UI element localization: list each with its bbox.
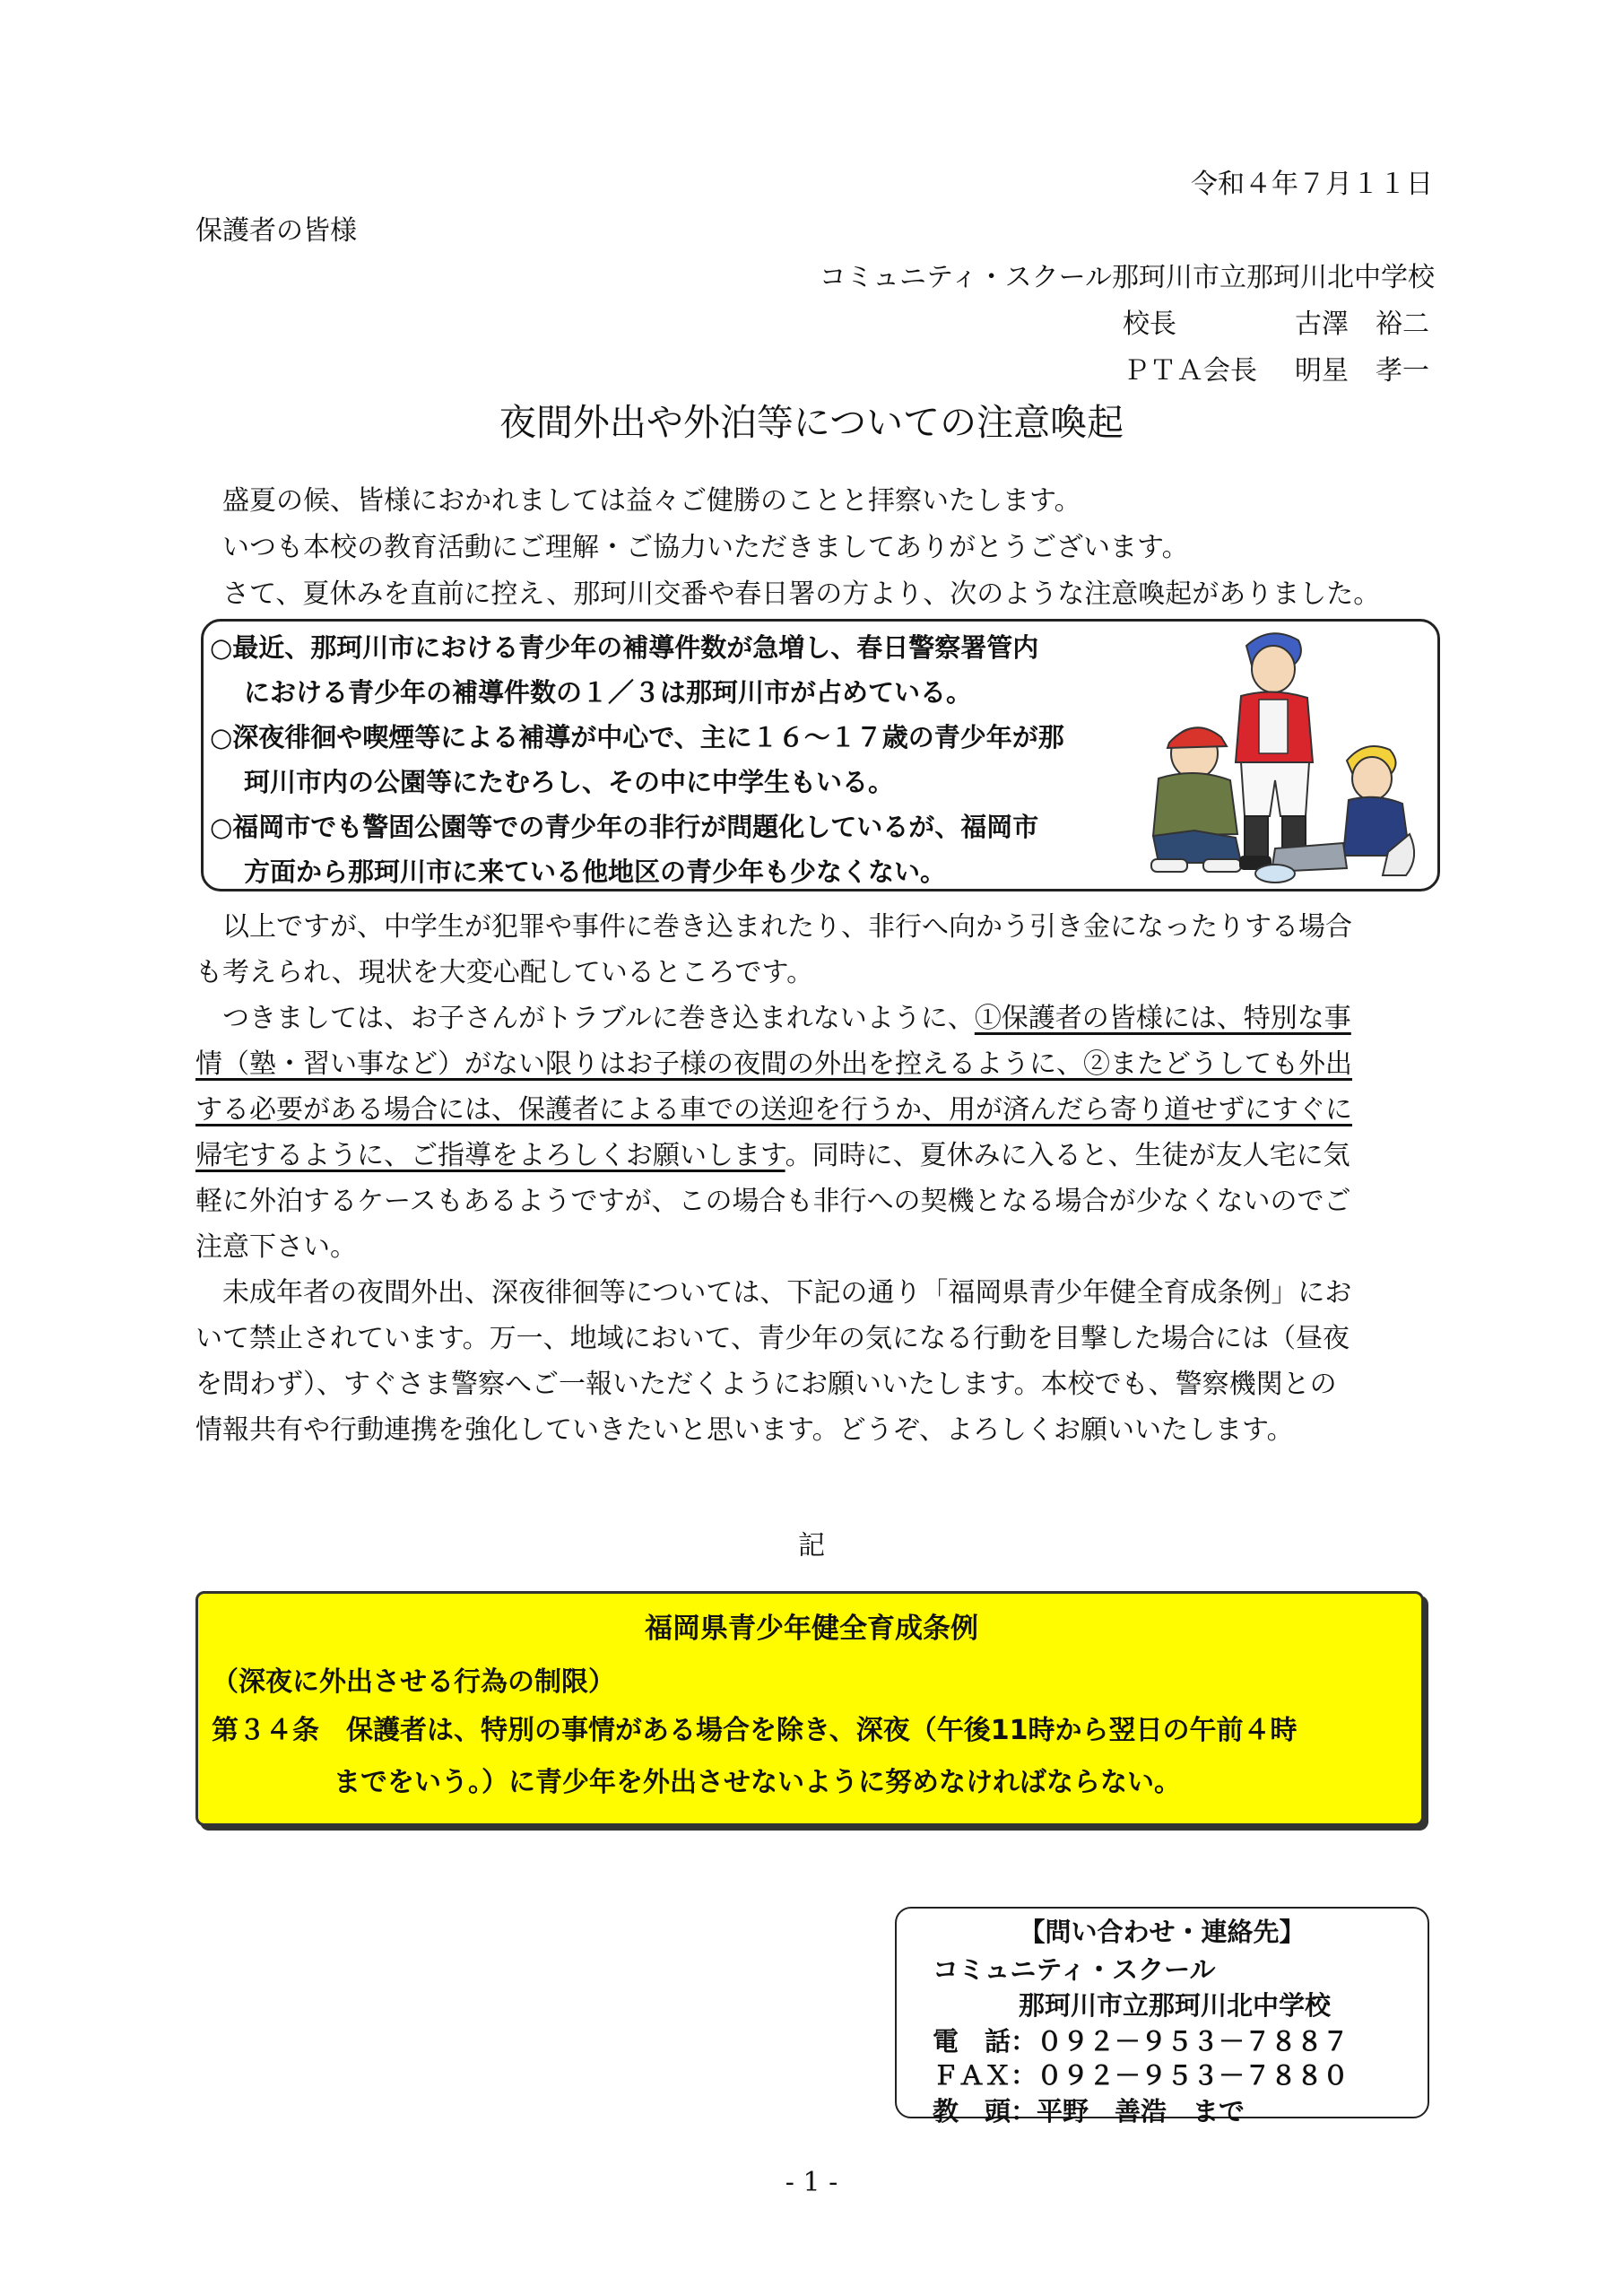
underlined-request: ①保護者の皆様には、特別な事 (974, 1003, 1351, 1034)
body-text: 。同時に、夏休みに入ると、生徒が友人宅に気 (785, 1140, 1350, 1171)
notice-item: ○深夜徘徊や喫煙等による補導が中心で、主に１６～１７歳の青少年が那 (210, 722, 1064, 752)
body-line: 情報共有や行動連携を強化していきたいと思います。どうぞ、よろしくお願いいたします。 (195, 1414, 1294, 1446)
body-line (195, 996, 1451, 1041)
body-line (195, 1133, 1451, 1178)
body-line: いて禁止されています。万一、地域において、青少年の気になる行動を目撃した場合には（昼夜 (195, 1323, 1350, 1354)
notice-item: ○最近、那珂川市における青少年の補導件数が急増し、春日警察署管内 (210, 632, 1039, 663)
page-number: - 1 - (785, 2167, 838, 2198)
principal-role: 校長 (1123, 309, 1176, 340)
body-paragraphs (195, 904, 1451, 1453)
body-line: 軽に外泊するケースもあるようですが、この場合も非行への契機となる場合が少なくないのでご (195, 1186, 1351, 1217)
principal-name: 古澤 裕二 (1295, 309, 1429, 340)
greeting (195, 478, 1446, 618)
notice-item-continuation: 方面から那珂川市に来ている他地区の青少年も少なくない。 (244, 857, 947, 887)
ordinance-title: 福岡県青少年健全育成条例 (645, 1613, 978, 1645)
body-line: も考えられ、現状を大変心配しているところです。 (195, 957, 814, 988)
greeting-line: 盛夏の候、皆様におかれましては益々ご健勝のことと拝察いたします。 (222, 485, 1081, 517)
contact-school: 那珂川市立那珂川北中学校 (1019, 1990, 1332, 2021)
body-line: 未成年者の夜間外出、深夜徘徊等については、下記の通り「福岡県青少年健全育成条例」にお (195, 1277, 1352, 1309)
pta-name: 明星 孝一 (1295, 355, 1429, 387)
body-line: を問わず）、すぐさま警察へご一報いただくようにお願いいたします。本校でも、警察機関との (195, 1369, 1337, 1400)
body-text: つきましては、お子さんがトラブルに巻き込まれないように、 (195, 1003, 975, 1034)
document-title: 夜間外出や外泊等についての注意喚起 (499, 401, 1124, 444)
body-line: 以上ですが、中学生が犯罪や事件に巻き込まれたり、非行へ向かう引き金になったりする場合 (195, 911, 1352, 943)
contact-staff: 教 頭：平野 善浩 まで (933, 2096, 1245, 2126)
underlined-request: 情（塾・習い事など）がない限りはお子様の夜間の外出を控えるように、②またどうしても外出 (195, 1048, 1352, 1080)
greeting-line: いつも本校の教育活動にご理解・ご協力いただきましてありがとうございます。 (222, 532, 1189, 563)
contact-phone: 電 話：０９２－９５３－７８８７ (933, 2026, 1350, 2057)
ordinance-article-continuation: までをいう。）に青少年を外出させないように努めなければならない。 (334, 1767, 1181, 1798)
contact-organization: コミュニティ・スクール (933, 1954, 1216, 1985)
salutation: 保護者の皆様 (195, 215, 357, 247)
notice-item: ○福岡市でも警固公園等での青少年の非行が問題化しているが、福岡市 (210, 812, 1039, 842)
pta-role: ＰＴＡ会長 (1123, 355, 1257, 387)
contact-fax: ＦＡＸ：０９２－９５３－７８８０ (933, 2060, 1350, 2091)
ki-heading: 記 (798, 1530, 825, 1561)
underlined-request: 帰宅するように、ご指導をよろしくお願いします (195, 1140, 785, 1171)
underlined-request: する必要がある場合には、保護者による車での送迎を行うか、用が済んだら寄り道せずにすぐに (195, 1094, 1352, 1126)
greeting-line: さて、夏休みを直前に控え、那珂川交番や春日署の方より、次のような注意喚起がありました。 (222, 578, 1381, 610)
youths-loitering-illustration (1141, 628, 1429, 888)
ordinance-subtitle: （深夜に外出させる行為の制限） (212, 1666, 615, 1698)
contact-heading: 【問い合わせ・連絡先】 (1019, 1917, 1306, 1947)
notice-item-continuation: 珂川市内の公園等にたむろし、その中に中学生もいる。 (244, 767, 895, 797)
body-line: 注意下さい。 (195, 1231, 357, 1263)
ordinance-article: 第３４条 保護者は、特別の事情がある場合を除き、深夜（午後11時から翌日の午前４時 (212, 1715, 1298, 1746)
date: 令和４年７月１１日 (1191, 169, 1433, 200)
notice-item-continuation: における青少年の補導件数の１／３は那珂川市が占めている。 (244, 677, 973, 708)
sender-organization: コミュニティ・スクール那珂川市立那珂川北中学校 (819, 262, 1435, 293)
